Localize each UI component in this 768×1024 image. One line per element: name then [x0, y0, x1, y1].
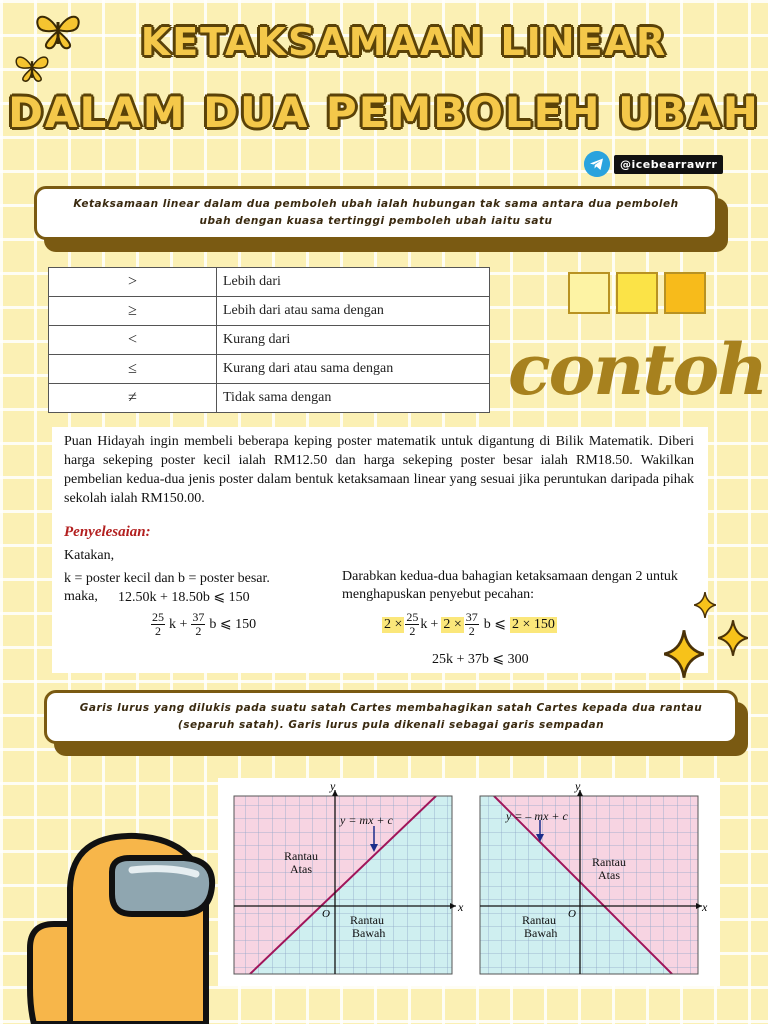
- handle-text: @icebearrawrr: [614, 155, 723, 174]
- rhs-times: 2 × 150: [511, 616, 555, 632]
- multiply-instruction: Darabkan kedua-dua bahagian ketaksamaan dengan 2 untuk menghapuskan penyebut pecahan:: [342, 569, 678, 602]
- page-title-line1: KETAKSAMAAN LINEAR: [140, 20, 668, 64]
- two-times: 2 ×: [443, 616, 462, 632]
- katakan-text: Katakan,: [64, 548, 115, 563]
- fraction-den: 2: [468, 624, 475, 638]
- meaning-cell: Kurang dari atau sama dengan: [217, 355, 490, 384]
- cartesian-callout: [44, 690, 738, 744]
- fraction-num: 37: [192, 610, 205, 624]
- k-letter: k: [420, 616, 428, 632]
- inequality-1: 12.50k + 18.50b ⩽ 150: [118, 590, 250, 605]
- graph1-lower-2: Bawah: [352, 926, 386, 940]
- table-row: [49, 268, 490, 297]
- definition-callout: [34, 186, 718, 240]
- symbol-cell: ≥: [49, 297, 217, 326]
- inequality-3: [382, 611, 557, 638]
- table-row: [49, 297, 490, 326]
- graphs-panel: [218, 778, 720, 986]
- b-leq: b ⩽: [483, 617, 506, 632]
- graph2-x-label: x: [702, 900, 708, 914]
- graphs-svg: [218, 778, 720, 986]
- page-title-line2: DALAM DUA PEMBOLEH UBAH: [8, 88, 760, 137]
- fraction-den: 2: [409, 624, 416, 638]
- table-row: [49, 326, 490, 355]
- graph1-x-label: x: [458, 900, 464, 914]
- sparkle-icon: [664, 630, 704, 678]
- meaning-cell: Kurang dari: [217, 326, 490, 355]
- symbol-cell: >: [49, 268, 217, 297]
- graph2-equation: y = – mx + c: [506, 809, 568, 823]
- question-text: Puan Hidayah ingin membeli beberapa keping poster matematik untuk digantung di Bilik Matematik. Diberi harga sekeping poster kecil ialah RM12.50 dan harga sekeping poster besar ialah RM18.50. Wakilkan pembelian kedua-dua jenis poster dalam bentuk ketaksamaan linear yang sesuai jika peruntukan daripada pihak sekolah ialah RM150.00.: [64, 434, 694, 506]
- graph2-y-label: y: [575, 779, 581, 793]
- final-inequality: 25k + 37b ⩽ 300: [432, 652, 529, 667]
- symbol-cell: <: [49, 326, 217, 355]
- definition-text: Ketaksamaan linear dalam dua pemboleh ubah ialah hubungan tak sama antara dua pemboleh ubah dengan kuasa tertinggi pemboleh ubah iaitu satu: [34, 186, 718, 240]
- square-dark: [664, 272, 706, 314]
- fraction-num: 25: [406, 610, 419, 624]
- plus-sign: +: [430, 616, 439, 632]
- graph1-upper-2: Atas: [290, 862, 312, 876]
- symbol-cell: ≤: [49, 355, 217, 384]
- meaning-cell: Lebih dari atau sama dengan: [217, 297, 490, 326]
- sparkle-icon: [718, 620, 748, 656]
- crewmate-illustration: [20, 828, 220, 1024]
- fraction-den: 2: [155, 624, 161, 638]
- let-text: k = poster kecil dan b = poster besar.: [64, 571, 270, 586]
- example-panel: [52, 427, 708, 673]
- decorative-squares: [568, 272, 706, 314]
- fraction-den: 2: [195, 624, 202, 638]
- fraction-num: 25: [152, 610, 164, 624]
- square-light: [568, 272, 610, 314]
- cartesian-text: Garis lurus yang dilukis pada suatu satah Cartes membahagikan satah Cartes kepada dua rantau (separuh satah). Garis lurus pula dikenali sebagai garis sempadan: [44, 690, 738, 744]
- graph2-origin: O: [568, 908, 576, 920]
- two-times: 2 ×: [384, 616, 403, 632]
- table-row: [49, 384, 490, 413]
- solution-heading: Penyelesaian:: [64, 524, 151, 540]
- graph1-origin: O: [322, 908, 330, 920]
- graph1-equation: y = mx + c: [340, 813, 393, 827]
- symbol-cell: ≠: [49, 384, 217, 413]
- square-mid: [616, 272, 658, 314]
- maka-text: maka,: [64, 589, 98, 604]
- telegram-icon: [584, 151, 610, 177]
- graph2-lower-1: Rantau: [522, 913, 556, 927]
- contoh-heading: contoh: [508, 328, 767, 411]
- symbol-table: [48, 267, 490, 413]
- k-plus: k +: [169, 616, 188, 632]
- fraction-num: 37: [465, 610, 478, 624]
- graph1-lower-1: Rantau: [350, 913, 384, 927]
- inequality-2: [150, 611, 256, 638]
- graph1-upper-1: Rantau: [284, 849, 318, 863]
- graph2-upper-1: Rantau: [592, 855, 626, 869]
- graph2-upper-2: Atas: [598, 868, 620, 882]
- meaning-cell: Lebih dari: [217, 268, 490, 297]
- sparkle-icon: [694, 592, 716, 618]
- ineq2-tail: b ⩽ 150: [209, 617, 257, 632]
- graph2-lower-2: Bawah: [524, 926, 558, 940]
- table-row: [49, 355, 490, 384]
- graph1-y-label: y: [330, 779, 336, 793]
- social-handle[interactable]: [584, 151, 723, 177]
- meaning-cell: Tidak sama dengan: [217, 384, 490, 413]
